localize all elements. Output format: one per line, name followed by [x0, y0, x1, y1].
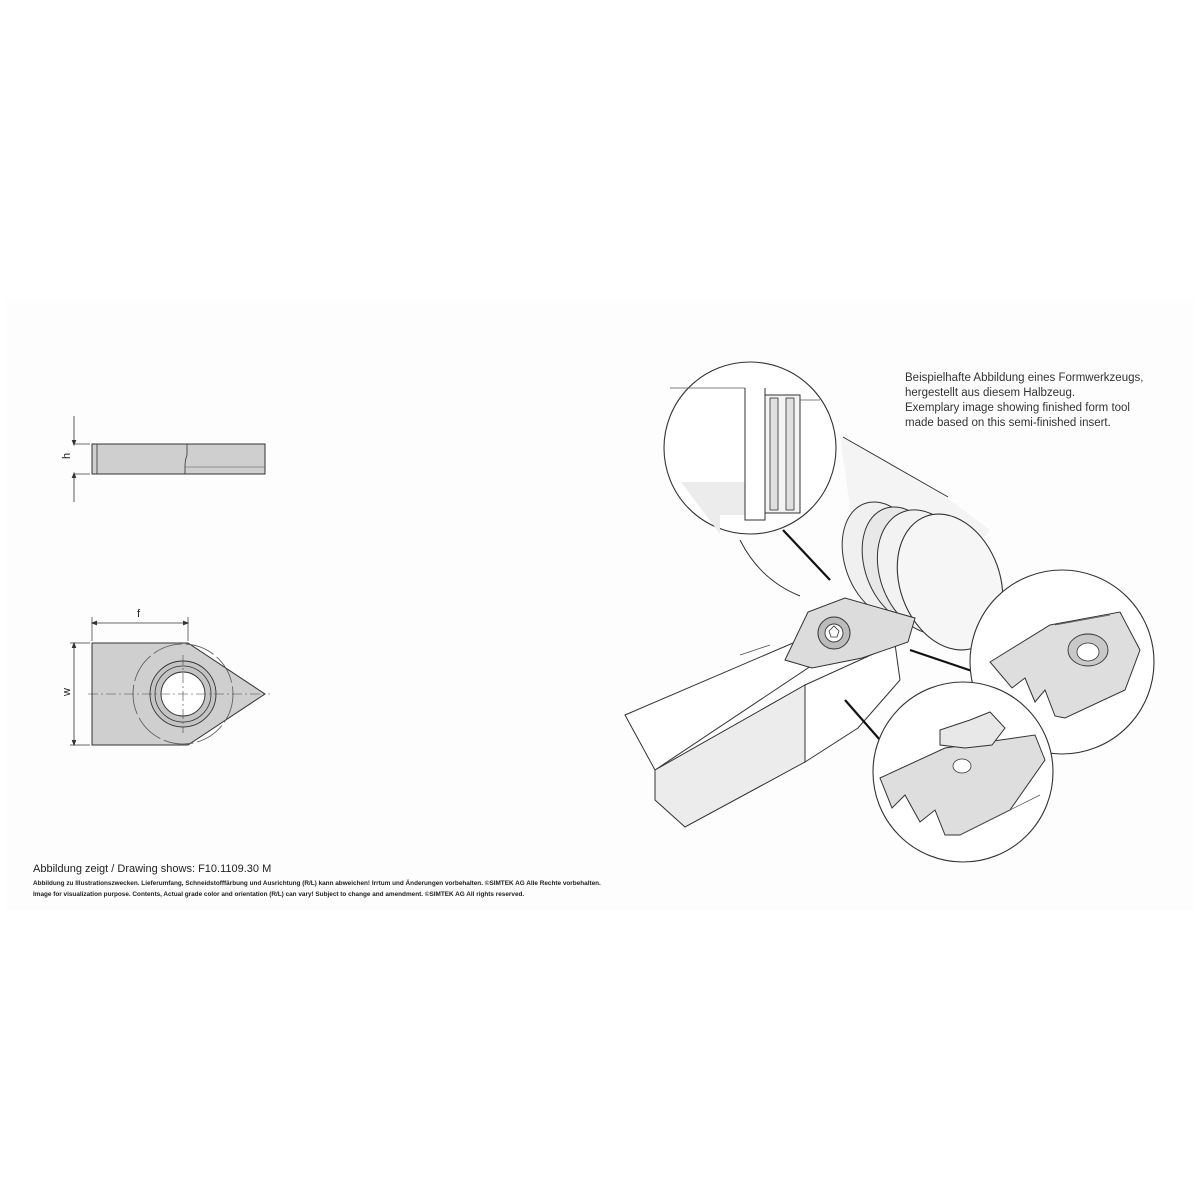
detail-circle-groove	[664, 362, 836, 580]
dimension-f-label: f	[137, 608, 141, 620]
caption-line-4: made based on this semi-finished insert.	[905, 417, 1111, 429]
dimension-w-label: w	[61, 688, 73, 696]
disclaimer-german: Abbildung zu Illustrationszwecken. Lieferumfang, Schneidstofffärbung und Ausrichtung (R/L) kann abweichen! Irrtum und Änderungen vorbehalten. ©SIMTEK AG Alle Rechte vorbehalten.	[33, 880, 601, 887]
dimension-h-label: h	[61, 452, 73, 459]
detail-circle-form-tool	[845, 682, 1053, 862]
dimension-f	[92, 608, 188, 641]
dimension-h	[61, 416, 74, 502]
caption-line-3: Exemplary image showing finished form tool	[905, 402, 1130, 414]
disclaimer-english: Image for visualization purpose. Contents, Actual grade color and orientation (R/L) can vary! Subject to change and amendment. ©SIMTEK AG All rights reserved.	[33, 891, 525, 898]
caption-line-1: Beispielhafte Abbildung eines Formwerkzeugs,	[905, 372, 1144, 384]
drawing-shows-label: Abbildung zeigt / Drawing shows: F10.1109.30 M	[33, 863, 272, 875]
caption-line-2: hergestellt aus diesem Halbzeug.	[905, 387, 1076, 399]
example-caption	[905, 371, 1143, 431]
dimension-w	[61, 643, 90, 745]
insert-side-view	[74, 444, 265, 474]
insert-top-view	[88, 643, 270, 745]
